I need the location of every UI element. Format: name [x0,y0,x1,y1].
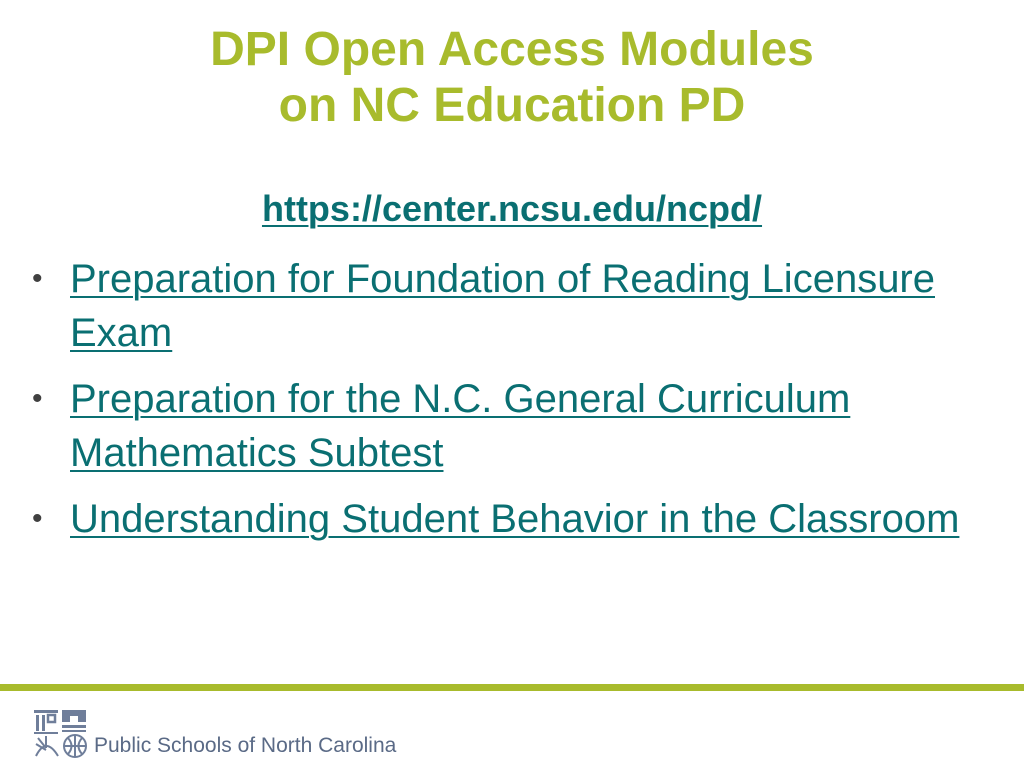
bullet-icon: • [32,502,43,535]
ncpd-link[interactable]: https://center.ncsu.edu/ncpd/ [261,188,763,229]
module-link-reading[interactable]: Preparation for Foundation of Reading Licensure Exam [70,257,935,355]
title-line-1: DPI Open Access Modules [210,23,814,76]
list-item [26,252,986,360]
main-url-container [0,188,1024,230]
module-link-math[interactable]: Preparation for the N.C. General Curriculum Mathematics Subtest [70,377,851,475]
module-list [26,252,986,558]
footer [32,704,396,760]
module-link-behavior[interactable]: Understanding Student Behavior in the Classroom [70,497,960,541]
list-item [26,492,986,546]
nc-public-schools-logo-icon [32,706,90,760]
title-line-2: on NC Education PD [278,79,746,132]
bullet-icon: • [32,262,43,295]
footer-divider [0,684,1024,691]
bullet-icon: • [32,382,43,415]
list-item [26,372,986,480]
slide-title [0,22,1024,134]
footer-org-name: Public Schools of North Carolina [94,734,397,757]
